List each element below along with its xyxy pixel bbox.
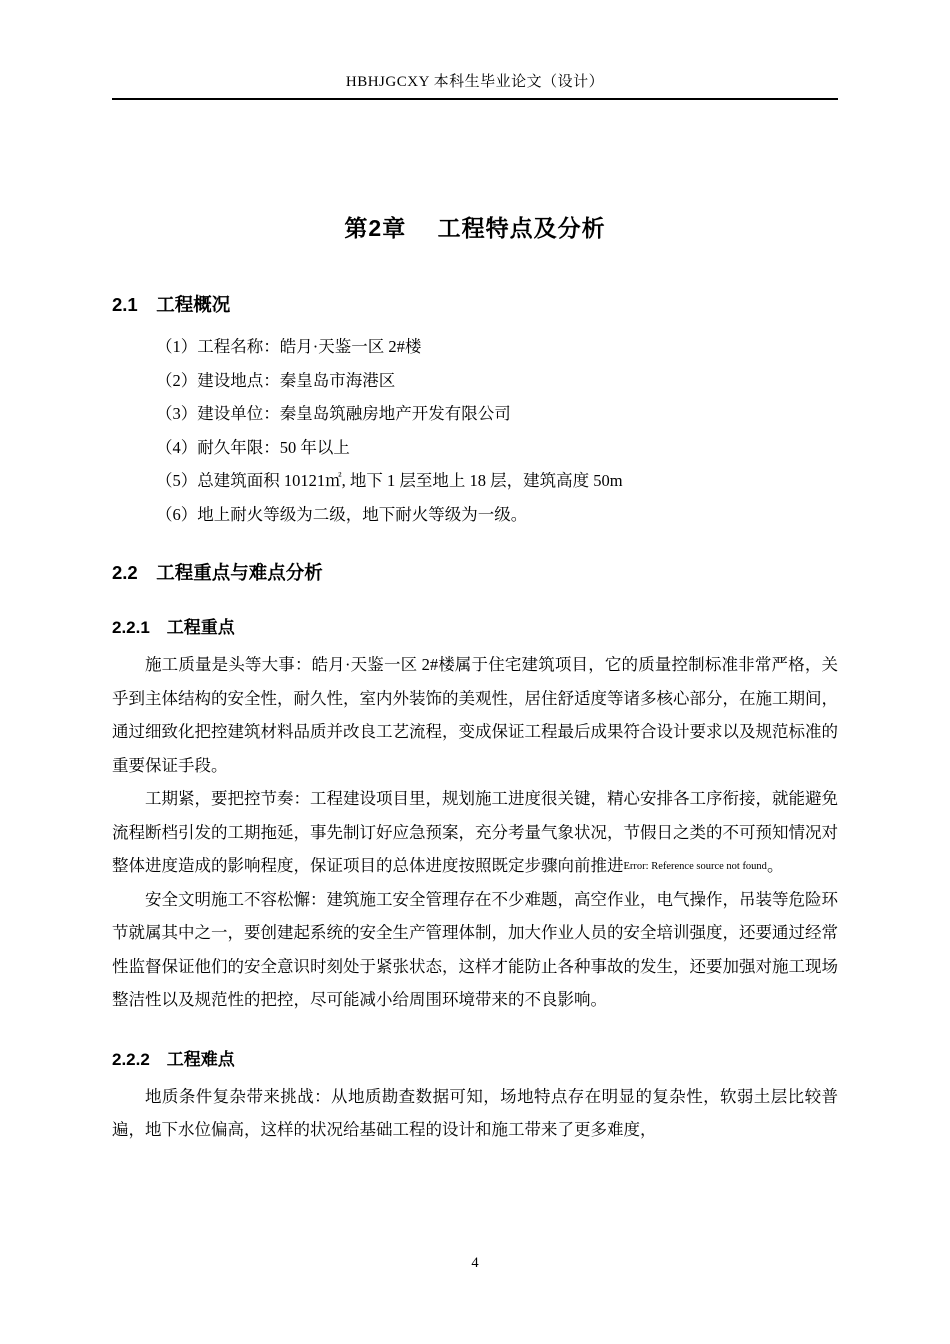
section-2-2-heading: 2.2 工程重点与难点分析: [112, 562, 323, 583]
section-2-1-heading: 2.1 工程概况: [112, 294, 231, 315]
paragraph-schedule-text: 工期紧，要把控节奏：工程建设项目里，规划施工进度很关键，精心安排各工序衔接，就能避免流程断档引发的工期拖延，事先制订好应急预案，充分考量气象状况，节假日之类的不可预知情况对整体进度造成的影响程度，保证项目的总体进度按照既定步骤向前推进: [112, 789, 838, 875]
page-footer: [0, 1254, 950, 1272]
paragraph-quality: 施工质量是头等大事：皓月·天鉴一区 2#楼属于住宅建筑项目，它的质量控制标准非常严格，关乎到主体结构的安全性，耐久性，室内外装饰的美观性，居住舒适度等诸多核心部分，在施工期间，通过细致化把控建筑材料品质并改良工艺流程，变成保证工程最后成果符合设计要求以及规范标准的重要保证手段。: [112, 655, 838, 775]
paragraph-geology: 地质条件复杂带来挑战：从地质勘查数据可知，场地特点存在明显的复杂性，软弱土层比较普遍，地下水位偏高，这样的状况给基础工程的设计和施工带来了更多难度，: [112, 1086, 838, 1139]
list-item-developer: （3）建设单位：秦皇岛筑融房地产开发有限公司: [156, 404, 511, 423]
list-item-durability: （4）耐久年限：50 年以上: [156, 437, 350, 457]
list-item-fire-rating: （6）地上耐火等级为二级，地下耐火等级为一级。: [156, 504, 528, 524]
section-2-2-2-body: [112, 1080, 838, 1147]
project-overview-list: [112, 330, 838, 531]
page-number: 4: [471, 1255, 479, 1271]
paragraph-safety: 安全文明施工不容松懈：建筑施工安全管理存在不少难题，高空作业，电气操作，吊装等危险环节就属其中之一，要创建起系统的安全生产管理体制，加大作业人员的安全培训强度，还要通过经常性监督保证他们的安全意识时刻处于紧张状态，这样才能防止各种事故的发生，还要加强对施工现场整洁性以及规范性的把控，尽可能减小给周围环境带来的不良影响。: [112, 889, 838, 1009]
page-header: [112, 0, 838, 100]
list-item-area: （5）总建筑面积 10121㎡, 地下 1 层至地上 18 层，建筑高度 50m: [156, 471, 623, 490]
list-item-location: （2）建设地点：秦皇岛市海港区: [156, 370, 396, 390]
error-reference-text: Error: Reference source not found: [623, 861, 767, 872]
list-item-project-name: （1）工程名称：皓月·天鉴一区 2#楼: [156, 337, 422, 356]
paragraph-schedule-period: 。: [766, 856, 784, 875]
chapter-title: 第2章 工程特点及分析: [344, 215, 606, 241]
header-title: HBHJGCXY 本科生毕业论文（设计）: [345, 74, 605, 90]
document-content: [112, 210, 838, 1147]
paragraph-schedule: [112, 782, 838, 883]
section-2-2-2-heading: 2.2.2 工程难点: [112, 1049, 235, 1069]
header-divider: [112, 98, 838, 100]
section-2-2-1-body: [112, 648, 838, 1017]
section-2-2-1-heading: 2.2.1 工程重点: [112, 618, 235, 637]
